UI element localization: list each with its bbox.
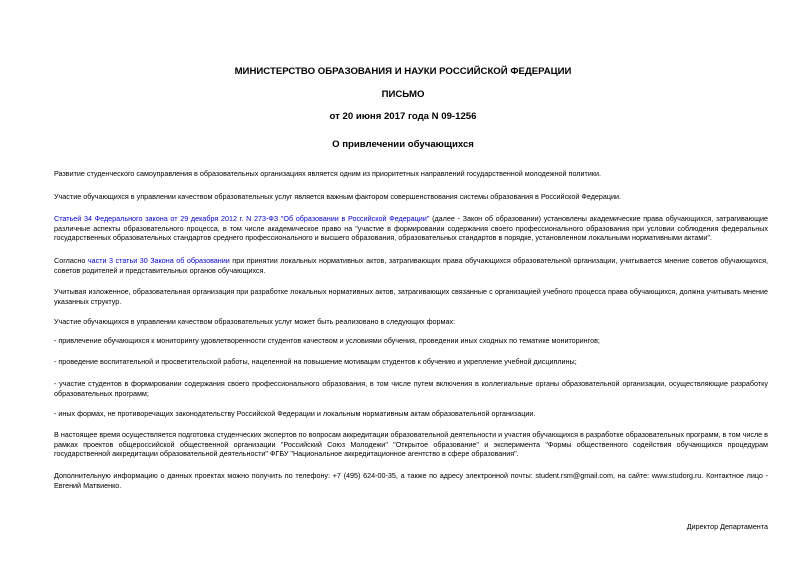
paragraph: [38, 256, 768, 275]
paragraph: В настоящее время осуществляется подготовка студенческих экспертов по вопросам аккредитации образовательной деятельности и участия обучающихся в разработке образовательных программ, в том числе в рамках проектов общероссийской общественной организации "Российский Союз Молодежи" "Открытое образование" и эксперимента "Формы общественного содействия обучающихся процедурам государственной аккредитации образовательной деятельности" ФГБУ "Национальное аккредитационное агентство в сфере образования".: [54, 430, 768, 459]
doc-type-heading: ПИСЬМО: [381, 89, 425, 100]
paragraph-text: (далее - Закон об образовании) установлены академические права обучающихся, затрагивающие различные аспекты образовательного процесса, в том числе академическое право на "участие в формировании содержания своего профессионального образования при условии соблюдения федеральных государственных образовательных стандартов среднего профессионального и высшего образования, образовательных стандартов в порядке, установленном локальными нормативными актами".: [54, 214, 768, 243]
paragraph: Участие обучающихся в управлении качеством образовательных услуг может быть реализовано в следующих формах:: [54, 317, 456, 326]
paragraph: [38, 214, 768, 243]
law-article-30-link[interactable]: части 3 статьи 30 Закона об образовании: [87, 256, 230, 265]
paragraph: Развитие студенческого самоуправления в образовательных организациях является одним из приоритетных направлений государственной молодежной политики.: [54, 169, 601, 178]
paragraph-text: Согласно: [54, 256, 88, 265]
paragraph: Участие обучающихся в управлении качеством образовательных услуг является важным фактором совершенствования системы образования в Российской Федерации.: [54, 192, 622, 201]
paragraph: Учитывая изложенное, образовательная организация при разработке локальных нормативных актов, затрагивающих связанные с организацией учебного процесса права обучающихся, должна учитывать мнение указанных структур.: [54, 287, 768, 306]
list-item: - иных формах, не противоречащих законодательству Российской Федерации и локальным нормативным актам образовательной организации.: [54, 409, 536, 418]
law-article-34-link[interactable]: Статьей 34 Федерального закона от 29 декабря 2012 г. N 273-ФЗ "Об образовании в Российской Федерации": [54, 214, 430, 223]
subject-heading: О привлечении обучающихся: [332, 139, 474, 150]
signature: Директор Департамента: [686, 522, 768, 531]
paragraph-text: при принятии локальных нормативных актов, затрагивающих права обучающихся образовательной организации, учитывается мнение советов обучающихся, советов родителей и представительных органов обучающихся.: [54, 256, 768, 275]
list-item: - привлечение обучающихся к мониторингу удовлетворенности студентов качеством и условиями обучения, проведении иных сходных по тематике мониторингов;: [54, 336, 600, 345]
list-item: - проведение воспитательной и просветительской работы, нацеленной на повышение мотивации студентов к обучению и укрепление учебной дисциплины;: [54, 357, 577, 366]
date-number-heading: от 20 июня 2017 года N 09-1256: [329, 111, 477, 122]
paragraph: Дополнительную информацию о данных проектах можно получить по телефону: +7 (495) 624-00-35, а также по адресу электронной почты: student.rsm@gmail.com, на сайте: www.studorg.ru. Контактное лицо - Евгений Матвиенко.: [54, 471, 768, 490]
list-item: - участие студентов в формировании содержания своего профессионального образования, в том числе путем включения в коллегиальные органы образовательной организации, осуществляющие разработку образовательных программ;: [54, 379, 768, 398]
ministry-heading: МИНИСТЕРСТВО ОБРАЗОВАНИЯ И НАУКИ РОССИЙСКОЙ ФЕДЕРАЦИИ: [234, 66, 572, 77]
